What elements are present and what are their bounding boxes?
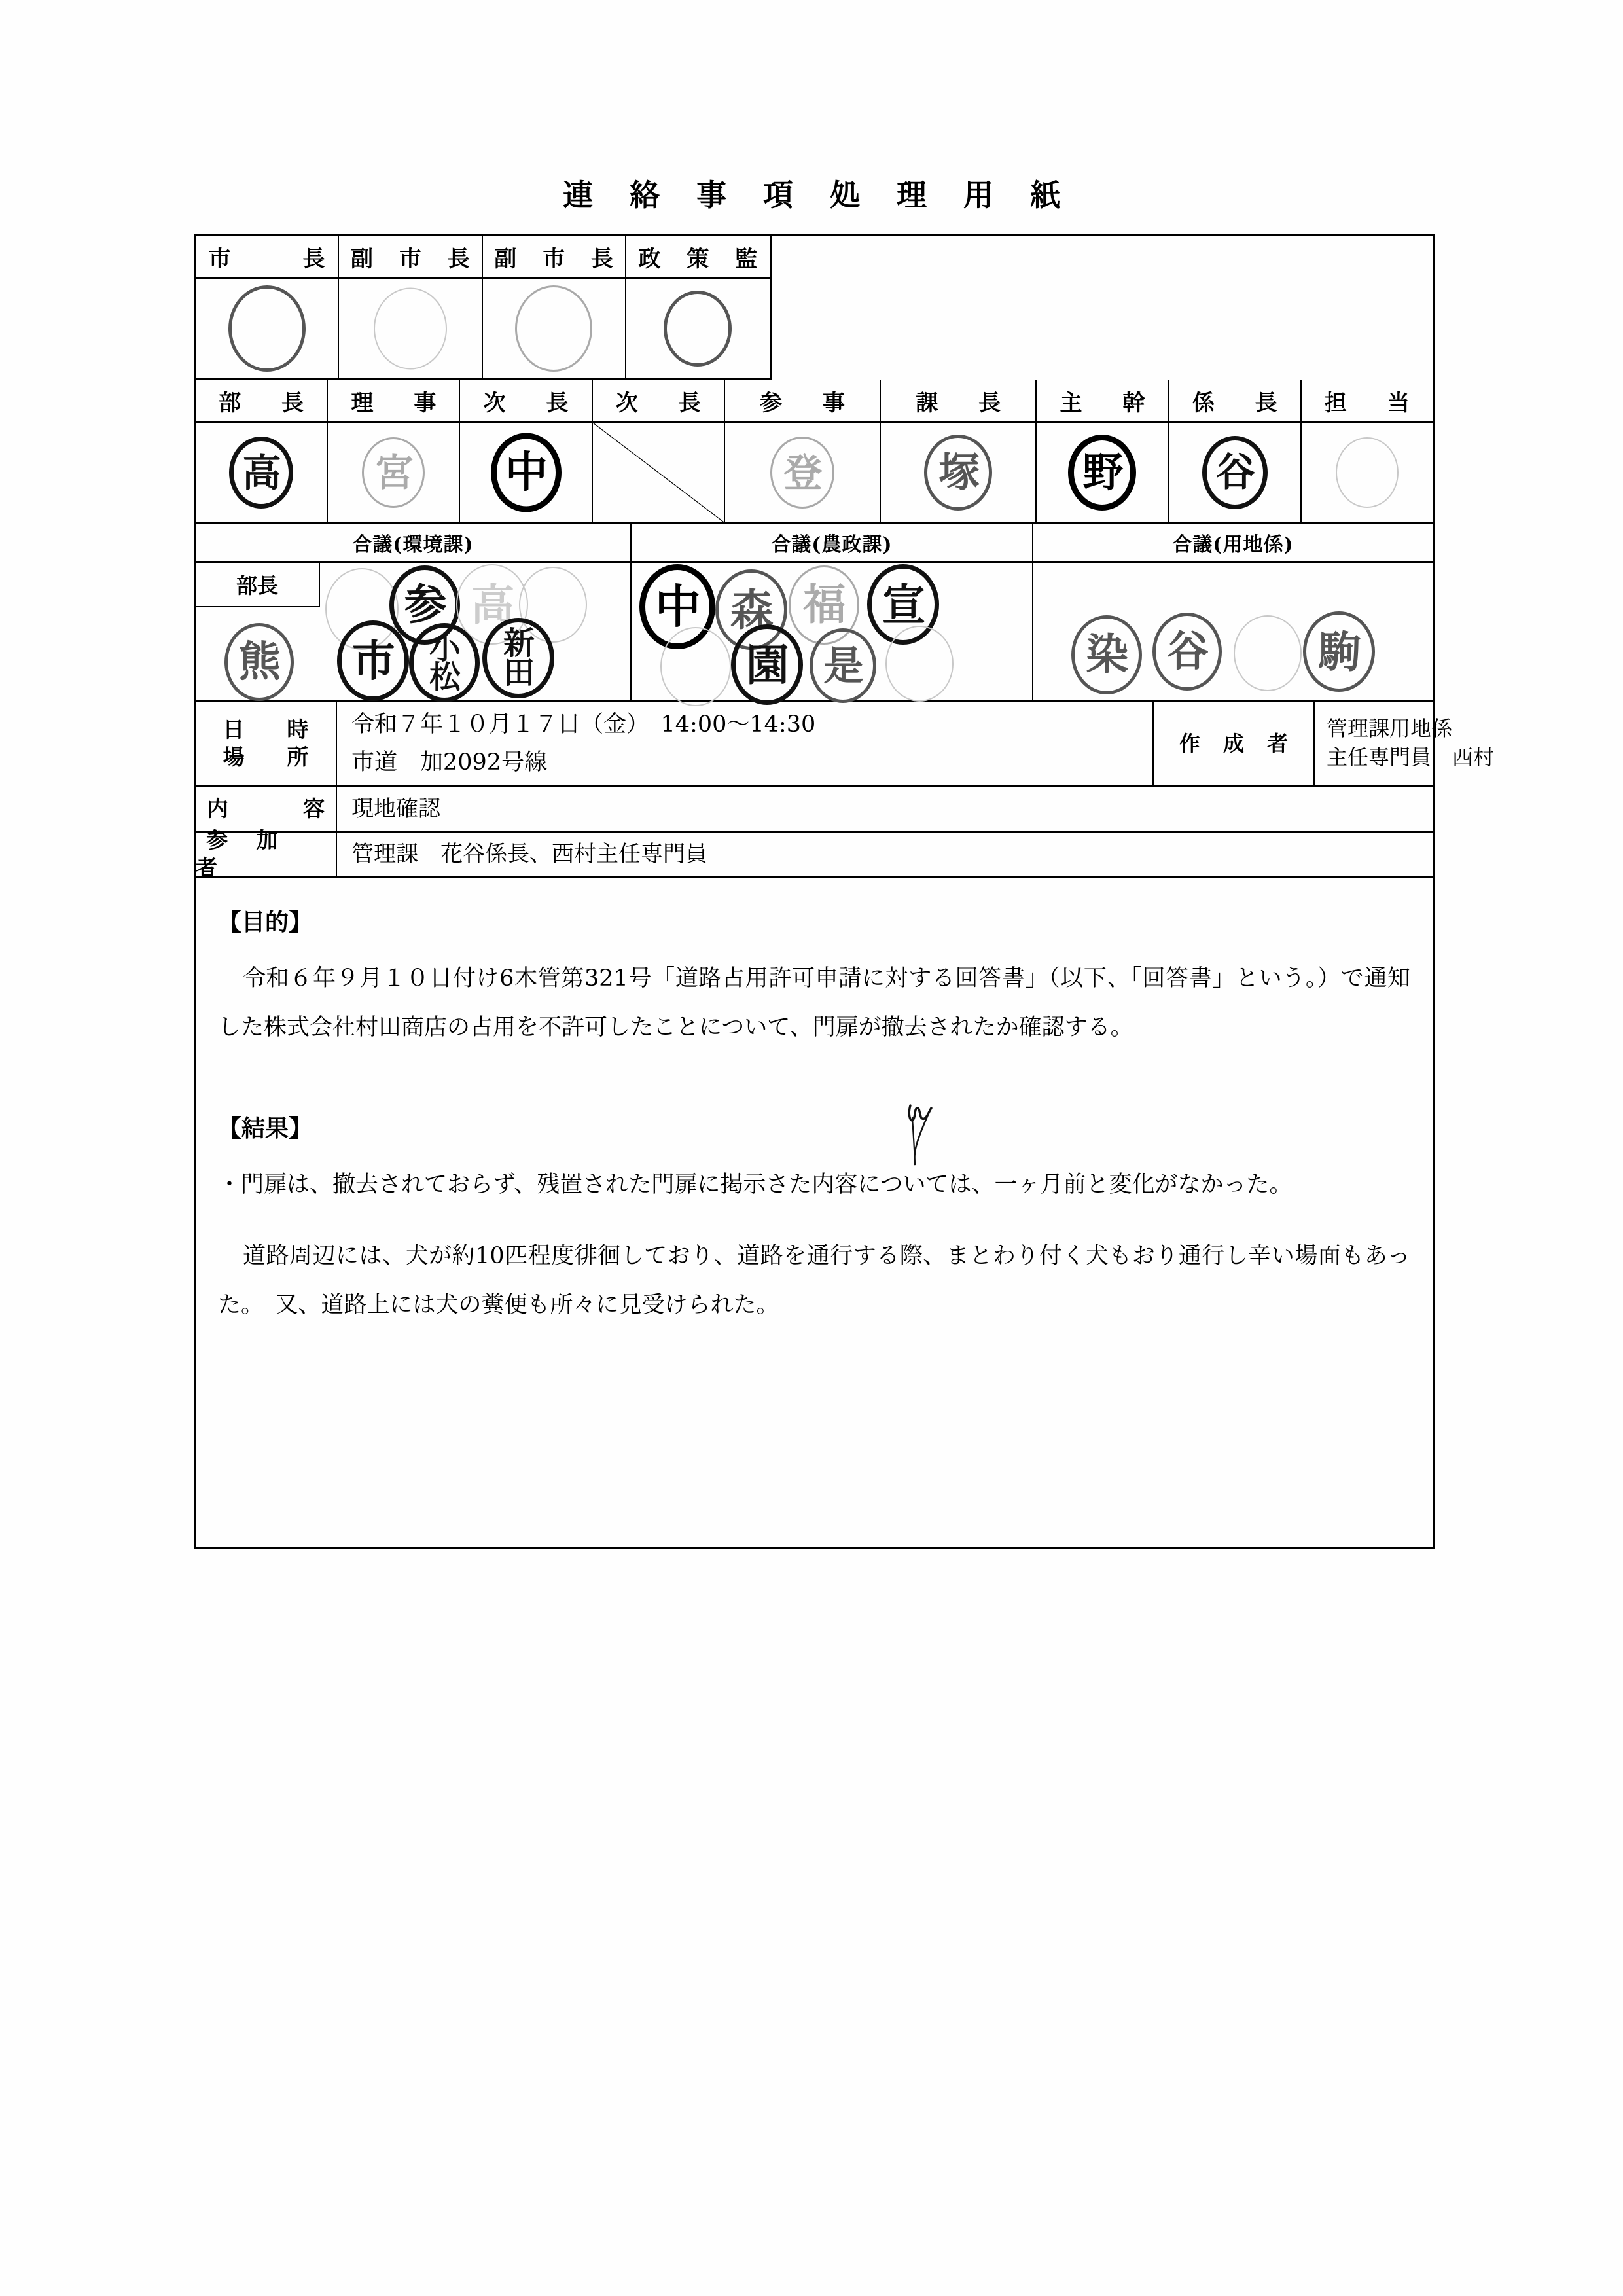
manager-stamp-row — [196, 423, 1433, 524]
stamp-glyph: 中 — [654, 579, 700, 634]
header-label: 副 市 長 — [351, 245, 479, 272]
header-cell-bucho — [196, 380, 328, 421]
header-label: 次 長 — [483, 389, 578, 416]
consultation-header-agriculture: 合議(農政課) — [632, 524, 1033, 561]
stamp-glyph: 森 — [730, 584, 772, 636]
header-label: 理 事 — [351, 389, 446, 416]
datetime-label: 日 時 — [223, 716, 319, 742]
result-text-1: ・門扉は、撤去されておらず、残置された門扉に掲示さた内容については、一ヶ月前と変化がなかった。 — [218, 1171, 1293, 1198]
stamp-glyph: 園 — [745, 639, 788, 691]
stamp-glyph — [1235, 617, 1300, 690]
stamp-glyph: 是 — [823, 642, 863, 689]
author-department: 管理課用地係 — [1327, 716, 1453, 742]
hanko-stamp — [770, 437, 834, 509]
participants-value: 管理課 花谷係長、西村主任専門員 — [351, 840, 707, 867]
header-cell-policy-director — [626, 236, 770, 277]
hanko-stamp — [515, 285, 592, 372]
hanko-stamp — [374, 288, 447, 370]
hanko-stamp — [1068, 435, 1136, 511]
stamp-cell-policy-director[interactable] — [626, 279, 770, 378]
stamp-glyph: 熊 — [239, 637, 279, 687]
stamp-cell-tanto[interactable] — [1302, 423, 1433, 522]
header-cell-tanto — [1302, 380, 1433, 421]
result-text-2: 道路周辺には、犬が約10匹程度徘徊しており、道路を通行する際、まとわり付く犬もおり通行し辛い場面もあった。 又、道路上には犬の糞便も所々に見受けられた。 — [218, 1242, 1410, 1318]
author-label: 作 成 者 — [1154, 702, 1315, 785]
datetime-place-row — [196, 702, 1495, 787]
stamp-glyph: 塚 — [938, 448, 978, 496]
stamp-glyph — [662, 628, 730, 705]
hanko-stamp — [664, 291, 732, 367]
stamp-cell-deputy-mayor-1[interactable] — [339, 279, 482, 378]
manager-header-row — [196, 380, 1433, 423]
header-cell-sanji — [725, 380, 881, 421]
stamp-glyph: 谷 — [1215, 450, 1254, 495]
hanko-stamp — [1202, 436, 1268, 509]
hanko-stamp — [229, 437, 293, 509]
header-cell-riji — [328, 380, 460, 421]
stamp-glyph: 駒 — [1317, 626, 1360, 677]
header-cell-deputy-mayor-2 — [483, 236, 626, 277]
result-heading: 【結果】 — [218, 1114, 313, 1142]
approval-form-table — [194, 234, 1495, 1549]
datetime-place-label — [196, 702, 337, 785]
executive-stamp-row — [196, 279, 772, 380]
hanko-stamp — [1152, 613, 1222, 691]
header-label: 参 事 — [760, 389, 854, 416]
stamp-glyph — [232, 289, 302, 368]
header-cell-shukan — [1037, 380, 1169, 421]
datetime-place-value — [337, 702, 1154, 785]
stamp-cell-jicho-1[interactable] — [460, 423, 592, 522]
author-name: 主任専門員 西村 — [1327, 745, 1495, 770]
stamp-cell-mayor[interactable] — [196, 279, 339, 378]
page-title: 連 絡 事 項 処 理 用 紙 — [562, 177, 1074, 213]
content-value: 現地確認 — [351, 795, 440, 822]
stamp-glyph: 市 — [352, 635, 394, 687]
consultation-area-land[interactable] — [1033, 563, 1433, 700]
purpose-text: 令和６年９月１０日付け6木管第321号「道路占用許可申請に対する回答書」（以下、「回答書」という。）で通知した株式会社村田商店の占用を不許可したことについて、門扉が撤去されたか確認する。 — [218, 965, 1410, 1041]
stamp-cell-bucho[interactable] — [196, 423, 328, 522]
hanko-stamp — [362, 437, 425, 508]
strikethrough-slash-icon — [593, 423, 724, 522]
stamp-cell-riji[interactable] — [328, 423, 460, 522]
stamp-cell-shukan[interactable] — [1037, 423, 1169, 522]
consultation-header-row — [196, 524, 1433, 563]
header-label: 係 長 — [1192, 389, 1287, 416]
stamp-cell-kacho[interactable] — [881, 423, 1037, 522]
hanko-stamp — [482, 618, 554, 698]
stamp-glyph: 福 — [803, 580, 845, 630]
hanko-stamp — [660, 627, 731, 706]
hanko-stamp — [224, 623, 294, 701]
header-cell-kakaricho — [1169, 380, 1302, 421]
hanko-stamp — [1234, 615, 1302, 691]
stamp-glyph: 参 — [404, 580, 446, 630]
header-label: 課 長 — [916, 389, 1010, 416]
purpose-heading: 【目的】 — [218, 908, 313, 936]
hanko-stamp — [1303, 611, 1375, 692]
hanko-stamp — [731, 624, 803, 705]
hanko-stamp — [1071, 615, 1142, 694]
body-text-area — [196, 878, 1433, 1549]
stamp-glyph: 野 — [1082, 448, 1122, 496]
stamp-glyph: 高 — [471, 579, 513, 630]
stamp-cell-jicho-2[interactable] — [593, 423, 725, 522]
stamp-cell-deputy-mayor-2[interactable] — [483, 279, 626, 378]
consultation-subcell-bucho: 部長 — [196, 563, 320, 607]
hanko-stamp — [810, 628, 876, 703]
consultation-area-agriculture[interactable] — [632, 563, 1033, 700]
participants-label: 参 加 者 — [196, 833, 337, 876]
stamp-glyph: 宮 — [375, 450, 412, 495]
content-row — [196, 787, 1433, 833]
header-label: 政 策 監 — [638, 245, 767, 272]
hanko-stamp — [491, 433, 562, 512]
stamp-glyph — [667, 294, 728, 363]
stamp-glyph — [1337, 439, 1397, 507]
header-cell-kacho — [881, 380, 1037, 421]
header-label: 市 長 — [208, 245, 334, 272]
hanko-stamp — [409, 623, 480, 702]
stamp-glyph — [517, 287, 590, 370]
header-cell-deputy-mayor-1 — [339, 236, 482, 277]
stamp-glyph: 染 — [1086, 630, 1128, 679]
result-text-1-wrap — [218, 1160, 1410, 1210]
author-value — [1315, 702, 1494, 785]
stamp-glyph — [375, 289, 446, 368]
hanko-stamp — [924, 435, 992, 511]
stamp-glyph: 登 — [783, 450, 821, 495]
consultation-header-land: 合議(用地係) — [1172, 533, 1294, 556]
content-label: 内 容 — [196, 787, 337, 831]
header-label: 担 当 — [1324, 389, 1419, 416]
place-label: 場 所 — [223, 744, 319, 770]
stamp-glyph: 中 — [505, 447, 547, 497]
header-label: 部 長 — [219, 389, 313, 416]
consultation-area-environment[interactable] — [196, 563, 632, 700]
header-label: 次 長 — [615, 389, 710, 416]
header-label: 副 市 長 — [494, 245, 622, 272]
stamp-cell-kakaricho[interactable] — [1169, 423, 1302, 522]
place-value: 市道 加2092号線 — [351, 749, 548, 776]
header-label: 主 幹 — [1060, 389, 1154, 416]
stamp-glyph: 宣 — [882, 579, 924, 630]
stamp-glyph: 谷 — [1166, 626, 1207, 676]
participants-row — [196, 827, 1433, 880]
consultation-header-environment: 合議(環境課) — [196, 524, 632, 561]
hanko-stamp — [885, 626, 954, 702]
header-cell-mayor — [196, 236, 339, 277]
stamp-cell-sanji[interactable] — [725, 423, 881, 522]
stamp-glyph: 新 田 — [503, 625, 533, 691]
header-cell-jicho-2 — [593, 380, 725, 421]
consultation-stamp-row — [196, 563, 1433, 702]
stamp-glyph — [887, 627, 952, 700]
header-cell-jicho-1 — [460, 380, 592, 421]
stamp-glyph: 小 松 — [429, 630, 459, 696]
executive-header-row — [196, 236, 772, 279]
datetime-value: 令和７年１０月１７日（金） 14:00〜14:30 — [351, 711, 816, 738]
hanko-stamp — [1336, 437, 1399, 508]
hanko-stamp — [337, 620, 409, 701]
stamp-glyph: 高 — [242, 450, 280, 495]
hanko-stamp — [228, 285, 306, 372]
